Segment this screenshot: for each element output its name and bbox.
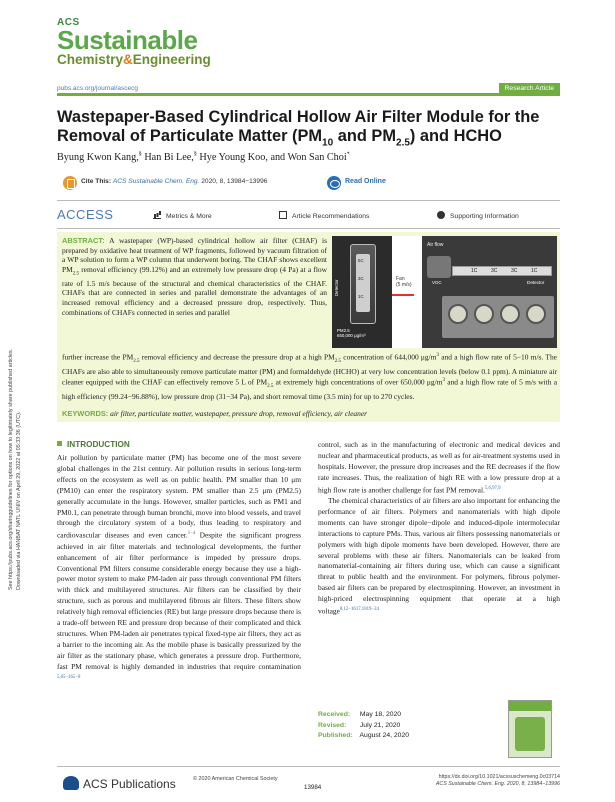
metrics-link[interactable]: Metrics & More (153, 211, 212, 220)
ref-link[interactable]: 5,6 (57, 674, 63, 680)
ref-link[interactable]: 5,6,9 (484, 485, 495, 491)
copyright: © 2020 American Chemical Society (193, 776, 278, 782)
paragraph: Air pollution by particulate matter (PM) has become one of the most severe global challenges in the 21st century. Air pollution results in serious long-term effects on the ecosystem as well as on public health. PM smaller than 10 μm (PM10) can enter the respiratory system. PM smaller than 2.5 μm (PM2.5) generally accumulate in the lungs. However, smaller particles, such as PM1 and PM0.1, can penetrate through human bronchi, move into blood vessels, and travel through the circulatory system of a body, thus leading to respiratory and cardiovascular diseases and even cancer.$^{1-4}$ Despite the significant progress achieved in air filter materials and technological developments, the further enhancement of air filter performance is impeded by pressure drops. Conventional PM filters consume considerable energy because they use a high-power motor system to make PM-laden air pass through conventional PM filters with thick and multilayered structures. Air filters can be classified by their structure, such as porous and multilayered fibrous air filters. These filters show relatively high removal efficiencies (RE) but large pressure drops because there is a trade-off between RE and pressure drop because of their complicated and thick structures. When PM-laden air penetrates typical fixed-type air filters, they act as a barrier to the incoming air. As the mobile phase is basically pressurized by the air filter as the stationary phase, which generates a pressure drop. Furthermore, fast PM removal is highly demanded in industries that require contamination $^{5,65-165-8}$ (57, 453, 301, 680)
author-4[interactable]: and Won San Choi* (270, 152, 350, 164)
divider (57, 766, 560, 767)
journal-logo[interactable] (57, 17, 211, 67)
acs-logo-icon (63, 776, 79, 790)
divider (57, 200, 560, 201)
journal-cover-thumbnail[interactable] (508, 700, 552, 758)
toc-pm-label: PM2.5 650,000 μg/m³ (337, 328, 366, 338)
logo-chem-eng: Chemistry&Engineering (57, 52, 211, 67)
recommendations-link[interactable]: Article Recommendations (279, 211, 369, 220)
intro-column-1 (57, 453, 301, 685)
list-icon (279, 211, 287, 219)
doi-info: https://dx.doi.org/10.1021/acssuschemeng.0c03714 ACS Sustainable Chem. Eng. 2020, 8, 13984−13996 (435, 774, 560, 787)
abstract-text: ABSTRACT: A wastepaper (WP)-based cylindrical hollow air filter (CHAF) is prepared by oxidative heat treatment of WP fragments, followed by vacuum filtration of a WP solution to form a WP column that underwent boring. The CHAF shows excellent $PM_{2.5}$ removal efficiency (99.12%) and an extremely low pressure drop (4 Pa) at a flow rate of 1.5 m/s because of the structural and chemical characteristics of the CHAF. CHAFs that are connected in series and parallel demonstrate the advantages of an increased removal efficiency and a decreased pressure drop, respectively. Thus, combinations of CHAFs connected in series and parallel (62, 236, 327, 317)
eye-icon (327, 176, 341, 190)
download-note-line2: Downloaded via HANBAT NATL UNIV on April 29, 2022 at 05:33:36 (UTC). (16, 411, 22, 590)
cite-this[interactable] (57, 173, 317, 195)
supporting-info-link[interactable]: Supporting Information (437, 211, 519, 220)
ref-link[interactable]: 1−4 (187, 531, 196, 537)
access-label: ACCESS (57, 207, 114, 222)
acs-publications-logo[interactable]: ACS Publications (63, 776, 176, 791)
keywords: KEYWORDS: air filter, particulate matter, wastepaper, pressure drop, removal efficiency, air cleaner (62, 409, 368, 418)
toc-graphic[interactable] (332, 236, 557, 348)
abstract-text-continued: further increase the $PM_{2.5}$ removal efficiency and decrease the pressure drop at a high $PM_{2.5}$ concentration of 644,000 $\mu g/m^3$ and a high flow rate of 5−10 m/s. The CHAFs are also able to simultaneously remove particulate matter (PM) and formaldehyde (HCHO) at very low concentration levels (below 0.1 ppm). A miniature air cleaner equipped with the CHAF can effectively remove 5 L of $PM_{2.5}$ at extremely high concentrations of over 650,000 $\mu g/m^3$ and a high flow rate of 5 m/s with a high efficiency (99.24−96.88%), low pressure drop (31−34 Pa), and short removal time (3.5 min) for up to 270 cycles. (62, 352, 557, 401)
toc-filter-pipe: 1C 3C 3C 1C (452, 266, 552, 276)
paragraph: control, such as in the manufacturing of electronic and medical devices and nuclear and pharmaceutical products, as well as for air-treatment systems used in hospitals. However, the pressure drop increases and the RE decreases if the flow rate increases. Thus, the realization of high RE with a low pressure drop at a high flow rate is another challenge for fast PM removal.$^{5,6,97,9}$ (318, 440, 560, 495)
article-dates: Received: May 18, 2020 Revised: July 21, 2020 Published: August 24, 2020 (318, 711, 410, 739)
access-bar (57, 207, 560, 227)
toc-photo-filter: 5C 3C 1C Detector PM2.5 650,000 μg/m³ (332, 236, 392, 348)
author-list (57, 152, 350, 163)
ref-link[interactable]: 8,12−16 (339, 607, 356, 613)
author-3[interactable]: Hye Young Koo, (199, 152, 268, 164)
toc-fan-label: Fan (5 m/s) (396, 276, 412, 288)
download-note (4, 230, 24, 590)
read-online-label: Read Online (345, 178, 386, 185)
author-1[interactable]: Byung Kwon Kang,§ (57, 152, 142, 164)
author-2[interactable]: Han Bi Lee,§ (144, 152, 197, 164)
logo-acs: ACS (57, 17, 80, 28)
download-note-line1: See https://pubs.acs.org/sharingguidelines for options on how to legitimately share published articles. (8, 348, 14, 590)
paragraph: The chemical characteristics of air filters are also important for enhancing the performance of air filters. Polymers and nanomaterials with high dipole moments can have stronger dipole−dipole and induced-dipole intermolecular interactions to capture PMs. Thus, various air filters possessing nanomaterials or polymers with high dipole moments have been developed. However, there are several problems with these air filters. Nanomaterials can be leaked from nanomaterial-containing air filters during use, which can cause a significant threat to public health and the environment. For polymers, fibrous polymer-based air filters can be prepared by electrospinning. However, an investment in high-priced electrospinning equipment that operate at a high voltage$^{8,12-1617,1819-24}$ (318, 496, 560, 616)
divider (57, 228, 560, 229)
ref-link[interactable]: 17,18 (355, 607, 367, 613)
journal-url[interactable]: pubs.acs.org/journal/ascecg (57, 85, 138, 92)
ref-link[interactable]: 5−16 (63, 674, 73, 680)
quote-icon (63, 176, 77, 190)
ref-link[interactable]: 7,9 (494, 485, 501, 491)
ref-link[interactable]: 5−8 (72, 674, 81, 680)
cite-text: Cite This: ACS Sustainable Chem. Eng. 2020, 8, 13984−13996 (81, 178, 268, 185)
ref-link[interactable]: 19−24 (366, 607, 379, 613)
doi-link[interactable]: https://dx.doi.org/10.1021/acssuschemeng.0c03714 (438, 774, 560, 780)
logo-sustainable: Sustainable (57, 25, 198, 55)
article-type-badge: Research Article (499, 83, 561, 94)
toc-photo-setup: Air flow VOC 1C 3C 3C 1C Detector (422, 236, 557, 348)
info-icon (437, 211, 445, 219)
arrow-icon (392, 294, 414, 296)
article-title: Wastepaper-Based Cylindrical Hollow Air Filter Module for the Removal of Particulate Matter ($PM_{10}$ and $PM_{2.5}$) and HCHO (57, 108, 540, 149)
intro-column-2 (318, 440, 560, 617)
header-rule (57, 93, 560, 96)
bar-chart-icon (153, 211, 161, 219)
page-number: 13984 (304, 784, 322, 791)
section-heading-introduction: INTRODUCTION (57, 440, 130, 449)
